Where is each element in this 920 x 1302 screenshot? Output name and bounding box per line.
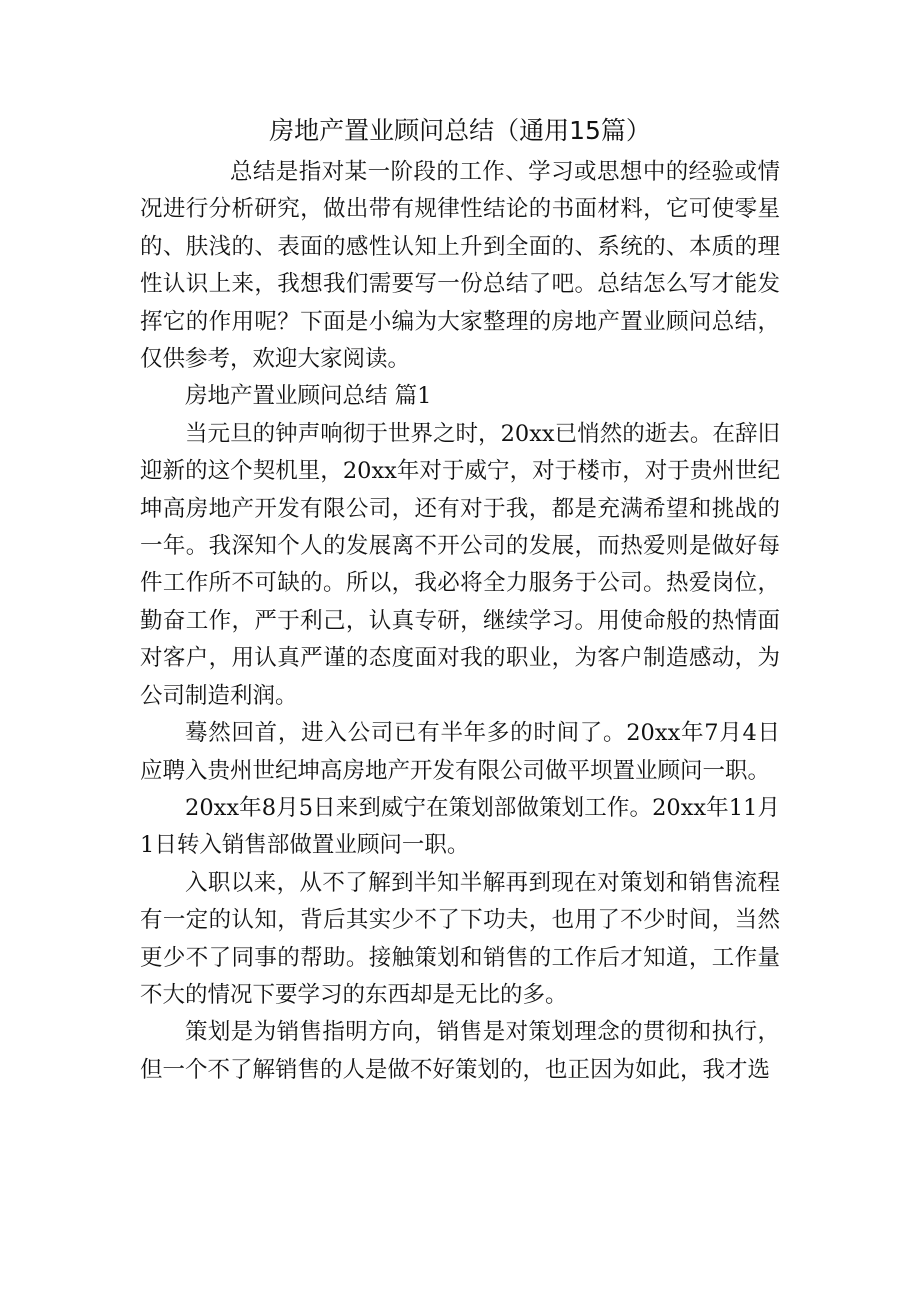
- body-paragraph: 蓦然回首，进入公司已有半年多的时间了。20xx年7月4日应聘入贵州世纪坤高房地产开发有限公司做平坝置业顾问一职。: [140, 720, 780, 784]
- document-body: [140, 154, 780, 1089]
- body-paragraph: 入职以来，从不了解到半知半解再到现在对策划和销售流程有一定的认知，背后其实少不了下功夫，也用了不少时间，当然更少不了同事的帮助。接触策划和销售的工作后才知道，工作量不大的情况下要学习的东西却是无比的多。: [140, 869, 780, 1008]
- section-heading: 房地产置业顾问总结 篇1: [185, 383, 432, 410]
- intro-paragraph: 总结是指对某一阶段的工作、学习或思想中的经验或情况进行分析研究，做出带有规律性结论的书面材料，它可使零星的、肤浅的、表面的感性认知上升到全面的、系统的、本质的理性认识上来，我想我们需要写一份总结了吧。总结怎么写才能发挥它的作用呢？下面是小编为大家整理的房地产置业顾问总结，仅供参考，欢迎大家阅读。: [140, 159, 780, 373]
- body-paragraph: 当元旦的钟声响彻于世界之时，20xx已悄然的逝去。在辞旧迎新的这个契机里，20xx年对于威宁，对于楼市，对于贵州世纪坤高房地产开发有限公司，还有对于我，都是充满希望和挑战的一年。我深知个人的发展离不开公司的发展，而热爱则是做好每件工作所不可缺的。所以，我必将全力服务于公司。热爱岗位，勤奋工作，严于利己，认真专研，继续学习。用使命般的热情面对客户，用认真严谨的态度面对我的职业，为客户制造感动，为公司制造利润。: [140, 420, 780, 709]
- body-paragraph: 20xx年8月5日来到威宁在策划部做策划工作。20xx年11月1日转入销售部做置业顾问一职。: [140, 794, 780, 859]
- document-title: 房地产置业顾问总结（通用15篇）: [269, 116, 651, 145]
- body-paragraph: 策划是为销售指明方向，销售是对策划理念的贯彻和执行，但一个不了解销售的人是做不好策划的，也正因为如此，我才选: [140, 1019, 780, 1083]
